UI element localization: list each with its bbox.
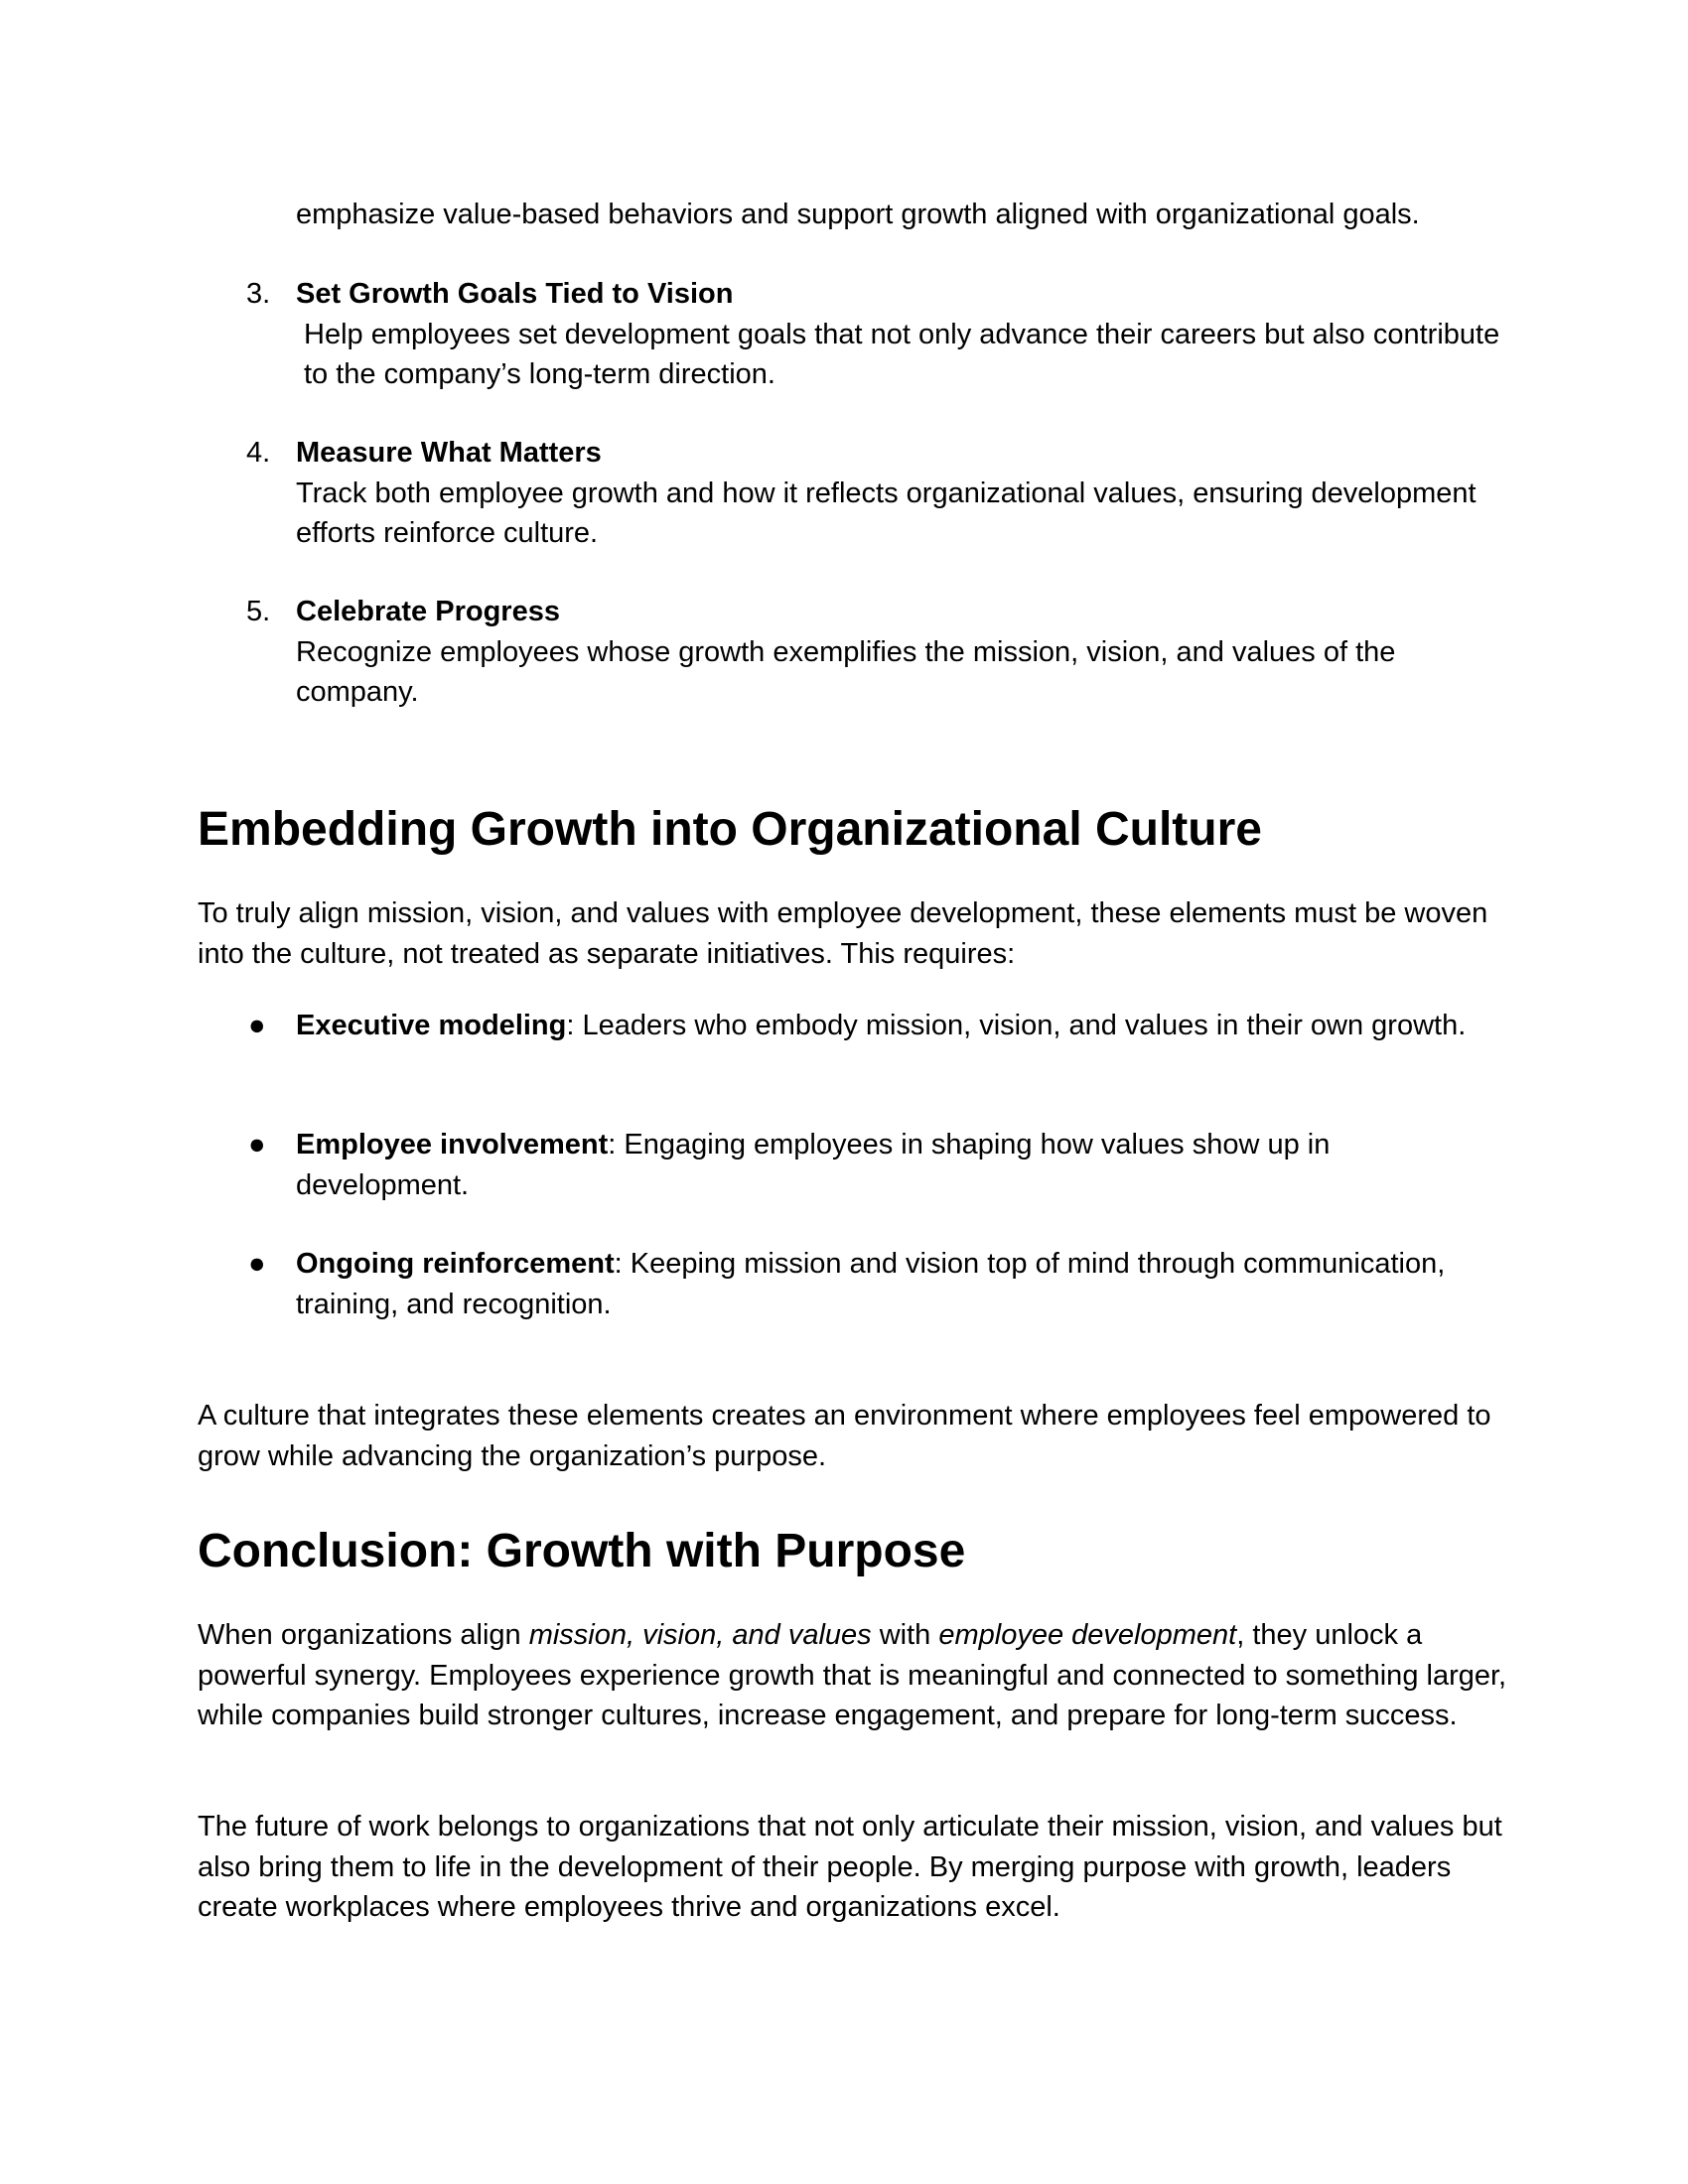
bullet-text: : Engaging employees in shaping how values show up in development. (296, 1129, 1331, 1201)
list-item-description-text: Track both employee growth and how it reflects organizational values, ensuring development efforts reinforce culture. (296, 477, 1477, 549)
section-heading-conclusion: Conclusion: Growth with Purpose (198, 1525, 966, 1577)
bullet-icon: ● (248, 1010, 266, 1041)
bullet-item-content (296, 1125, 1507, 1205)
list-item-content (296, 592, 1507, 713)
bullet-term: Employee involvement (296, 1129, 609, 1160)
culture-intro-paragraph: To truly align mission, vision, and values with employee development, these elements must be woven into the culture, not treated as separate initiatives. This requires: (198, 897, 1488, 970)
conclusion-text: , they unlock a powerful synergy. Employees experience growth that is meaningful and connected to something larger, while companies build stronger cultures, increase engagement, and prepare for long-term success. (198, 1619, 1507, 1731)
list-item-content (296, 274, 1507, 395)
culture-closing-paragraph: A culture that integrates these elements creates an environment where employees feel empowered to grow while advancing the organization’s purpose. (198, 1400, 1491, 1472)
list-item-description (296, 474, 1507, 554)
bullet-text: : Leaders who embody mission, vision, and values in their own growth. (566, 1010, 1467, 1041)
bullet-list-item (248, 1006, 1507, 1046)
conclusion-emphasis: employee development (938, 1619, 1237, 1651)
list-item-title: Celebrate Progress (296, 596, 560, 627)
section-heading-culture: Embedding Growth into Organizational Culture (198, 803, 1262, 856)
list-number: 5. (246, 596, 271, 627)
bullet-list-item (248, 1244, 1507, 1324)
bullet-text: : Keeping mission and vision top of mind through communication, training, and recognition. (296, 1248, 1446, 1320)
list-item-content (296, 433, 1507, 554)
conclusion-emphasis: mission, vision, and values (528, 1619, 872, 1651)
list-number: 4. (246, 437, 271, 469)
bullet-item-content (296, 1244, 1507, 1324)
numbered-list-item (246, 274, 1507, 395)
list-item-description (296, 632, 1507, 713)
list-item-description-text: Recognize employees whose growth exemplifies the mission, vision, and values of the company. (296, 635, 1396, 708)
list-item-title: Set Growth Goals Tied to Vision (296, 278, 734, 310)
list-item-description-text: Help employees set development goals that not only advance their careers but also contribute to the company’s long-term direction. (304, 318, 1500, 390)
list-item-description (296, 315, 1507, 395)
bullet-list-item (248, 1125, 1507, 1205)
conclusion-text: When organizations align (198, 1619, 529, 1651)
bullet-icon: ● (248, 1248, 266, 1280)
numbered-list-item (246, 592, 1507, 713)
conclusion-text: with (871, 1619, 939, 1651)
bullet-term: Executive modeling (296, 1010, 567, 1041)
bullet-icon: ● (248, 1129, 266, 1160)
numbered-list-item (246, 433, 1507, 554)
list-item-title: Measure What Matters (296, 437, 602, 469)
carryover-paragraph: emphasize value-based behaviors and support growth aligned with organizational goals. (296, 199, 1420, 230)
conclusion-paragraph-1 (198, 1615, 1508, 1736)
list-number: 3. (246, 278, 271, 310)
bullet-item-content (296, 1006, 1507, 1046)
bullet-term: Ongoing reinforcement (296, 1248, 615, 1280)
conclusion-paragraph-2: The future of work belongs to organizations that not only articulate their mission, vision, and values but also bring them to life in the development of their people. By merging purpose with growth, leaders create workplaces where employees thrive and organizations excel. (198, 1811, 1502, 1923)
